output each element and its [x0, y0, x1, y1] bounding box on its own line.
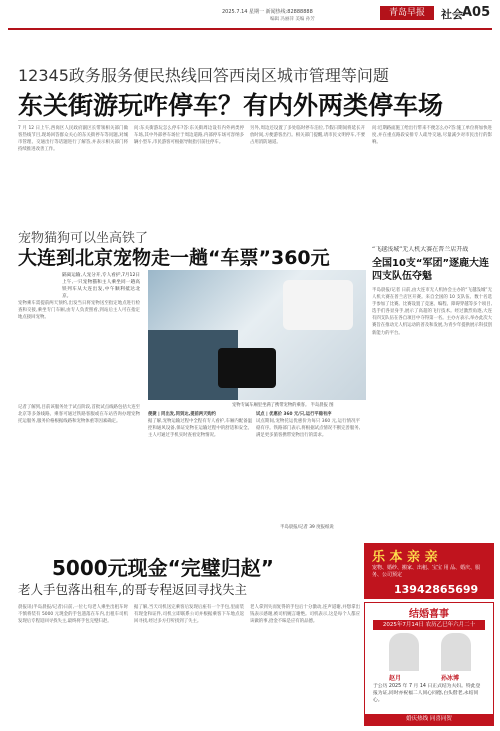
newspaper-logo: 青岛早报	[380, 6, 434, 20]
wedding-lunar: 农历乙巳年六月二十	[425, 622, 476, 628]
groom-name: 赵月	[389, 675, 402, 682]
ad-phone: 13942865699	[394, 583, 479, 596]
story2-kicker: 宠物猫狗可以坐高铁了	[18, 231, 149, 246]
story1-divider	[18, 120, 492, 121]
wedding-footer: 婚庆热线 同喜同贺	[365, 714, 493, 725]
story4-body-col2: 据了解,当天司机送完乘客后发现后座有一个手包,里面装有现金和证件,司机立即联系公司并根据乘客下车地点返回寻找,经过多方打听找到了失主。	[134, 605, 244, 625]
story4-body-col1: 晨报讯(半岛晨报/记者)日前,一位七旬老人乘坐出租车时不慎将装有 5000 元现金的手包遗落在车内,出租车司机发现后专程返回寻找失主,最终将手包完璧归赵。	[18, 605, 128, 625]
photo-left-caption: 便捷 | 同出发,同到达,提前两天购约	[148, 412, 216, 417]
story2-body-col1: 宠物乘车需提前两天预约,出发当日将宠物送至指定地点进行检查和交接,乘坐专门车厢,由专人负责照看,到站后主人可在指定地点接回宠物。	[18, 301, 140, 321]
wedding-announcement	[364, 602, 494, 726]
story4-headline: 5000元现金“完璧归赵”	[52, 556, 274, 580]
bride-name: 孙冰博	[441, 675, 460, 682]
wedding-title: 结婚喜事	[409, 609, 449, 620]
story1-body-col3: 另外,周边还设置了多处临时停车泊位,节假日期间将延长开放时间,方便游客出行。相关部门提醒,请市民文明停车,不要占用消防通道。	[250, 126, 365, 146]
story1-body-col1: 7 月 12 日上午,西岗区人民政府副区长带领相关部门做客热线节目,现场回答群众关心的东关街停车等问题,对城市管理、交通出行等话题进行了解答,并表示相关部门将持续推进改善工作。	[18, 126, 128, 153]
pet-photo-caption: 宠物专属车厢里坐满了携带宠物的乘客。 半岛晨报 图	[232, 403, 334, 408]
header-rule	[8, 28, 492, 30]
page-number: A05	[462, 5, 491, 20]
ad-brand: 乐 本 亲 亲	[372, 550, 438, 565]
wedding-date: 2025年7月14日	[382, 622, 424, 628]
story2-headline: 大连到北京宠物走一趟“车票”360元	[18, 247, 330, 269]
story2-body-col4: 试点期间,宠物托运优惠价为每只 360 元,运行情况平稳有序。铁路部门表示,将根据试点情况不断完善服务,满足更多旅客携带宠物出行的需求。	[256, 419, 360, 439]
bride-photo	[441, 633, 471, 671]
story4-subhead: 老人手包落出租车,的哥专程返回寻找失主	[18, 582, 247, 597]
wedding-date-bar	[373, 620, 485, 630]
photo-right-caption: 试点 | 优惠价 360 元/只,运行平稳有序	[256, 412, 332, 417]
editors-line: 编辑 冯丽萍 美编 孙芳	[270, 17, 315, 22]
story1-body-col4: 问:近期路面施工给出行带来不便怎么办?答:施工单位将加快进度,并在重点路段安排专人疏导交通,尽量减少对市民出行的影响。	[372, 126, 492, 146]
ad-services: 宠物、婚纱、搬家、出租、宝宝 用 品、婚庆、服务、公司预定	[372, 565, 481, 578]
classified-ad	[364, 543, 494, 599]
groom-photo	[389, 633, 419, 671]
story4-body-col3: 老人拿到失而复得的手包后十分激动,连声道谢,并想拿出钱表示感谢,被司机婉言谢绝。司机表示,这是每个人都应该做的事,拾金不昧是应有的品德。	[250, 605, 360, 625]
wedding-message: 于公历 2025 年 7 月 14 日正式结为夫妇。特此登报为证,同时亦祝福二人同心同德,白头偕老,永结同心。	[373, 684, 481, 703]
story1-body-col2: 问:东关街游玩怎么停车?答:东关街周边设有内外两类停车场,其中外部停车场位于周边道路,内部停车场可容纳多辆小型车,市民游客可根据导航指引前往停车。	[134, 126, 244, 146]
story1-kicker: 12345政务服务便民热线回答西岗区城市管理等问题	[18, 66, 389, 85]
pet-carrier-shape	[283, 280, 353, 330]
story2-byline: 半岛晨报/记者 39 度报纸说	[280, 525, 334, 530]
phone-screen-shape	[218, 348, 276, 388]
story3-body: 半岛晨报/记者 日前,由大连市无人机协会主办的“飞越浅城”无人机大赛在普兰店区开赛。来自全国的 10 支队伍、数十名选手参加了比赛。比赛设置了竞速、编程、障碍穿越等多个项目,选手们各显身手,展示了高超的飞行技术。经过激烈角逐,大连有四支队伍在各自项目中夺得第一名。主办方表示,举办此次大赛旨在推动无人机运动的普及和发展,为青少年提供展示科技创新能力的平台。	[372, 288, 492, 336]
page-header	[0, 0, 500, 42]
story3-kicker: “飞越浅城”无人机大赛在普兰店开战	[372, 246, 469, 253]
story3-headline: 全国10支“军团”逐鹿大连四支队伍夺魁	[372, 258, 490, 282]
section-name: 社会	[441, 8, 463, 21]
story2-body-col2: 记者了解到,目前该服务处于试点阶段,首批试点线路包括大连至北京等多条线路。乘客可通过铁路客服或在车站咨询办理宠物托运服务,服务价格根据线路和宠物体重等因素确定。	[18, 405, 140, 425]
pet-carriage-photo	[148, 270, 366, 400]
story2-body-col3: 据了解,宠物运输过程中全程有专人看护,车厢内配备温控和通风设备,保证宠物在运输过程中的舒适和安全。主人可通过手机实时查看宠物情况。	[148, 419, 252, 439]
issue-date: 2025.7.14 星期一 新闻热线:82888888	[222, 9, 313, 15]
story2-subhead: 隔离运输,人宠分开,专人看护,7月12日上午,一只宠物猫和主人乘坐同一趟高铁列车从大连出发,中午顺利抵达北京。	[62, 273, 140, 300]
story1-headline: 东关街游玩咋停车？有内外两类停车场	[18, 91, 444, 120]
